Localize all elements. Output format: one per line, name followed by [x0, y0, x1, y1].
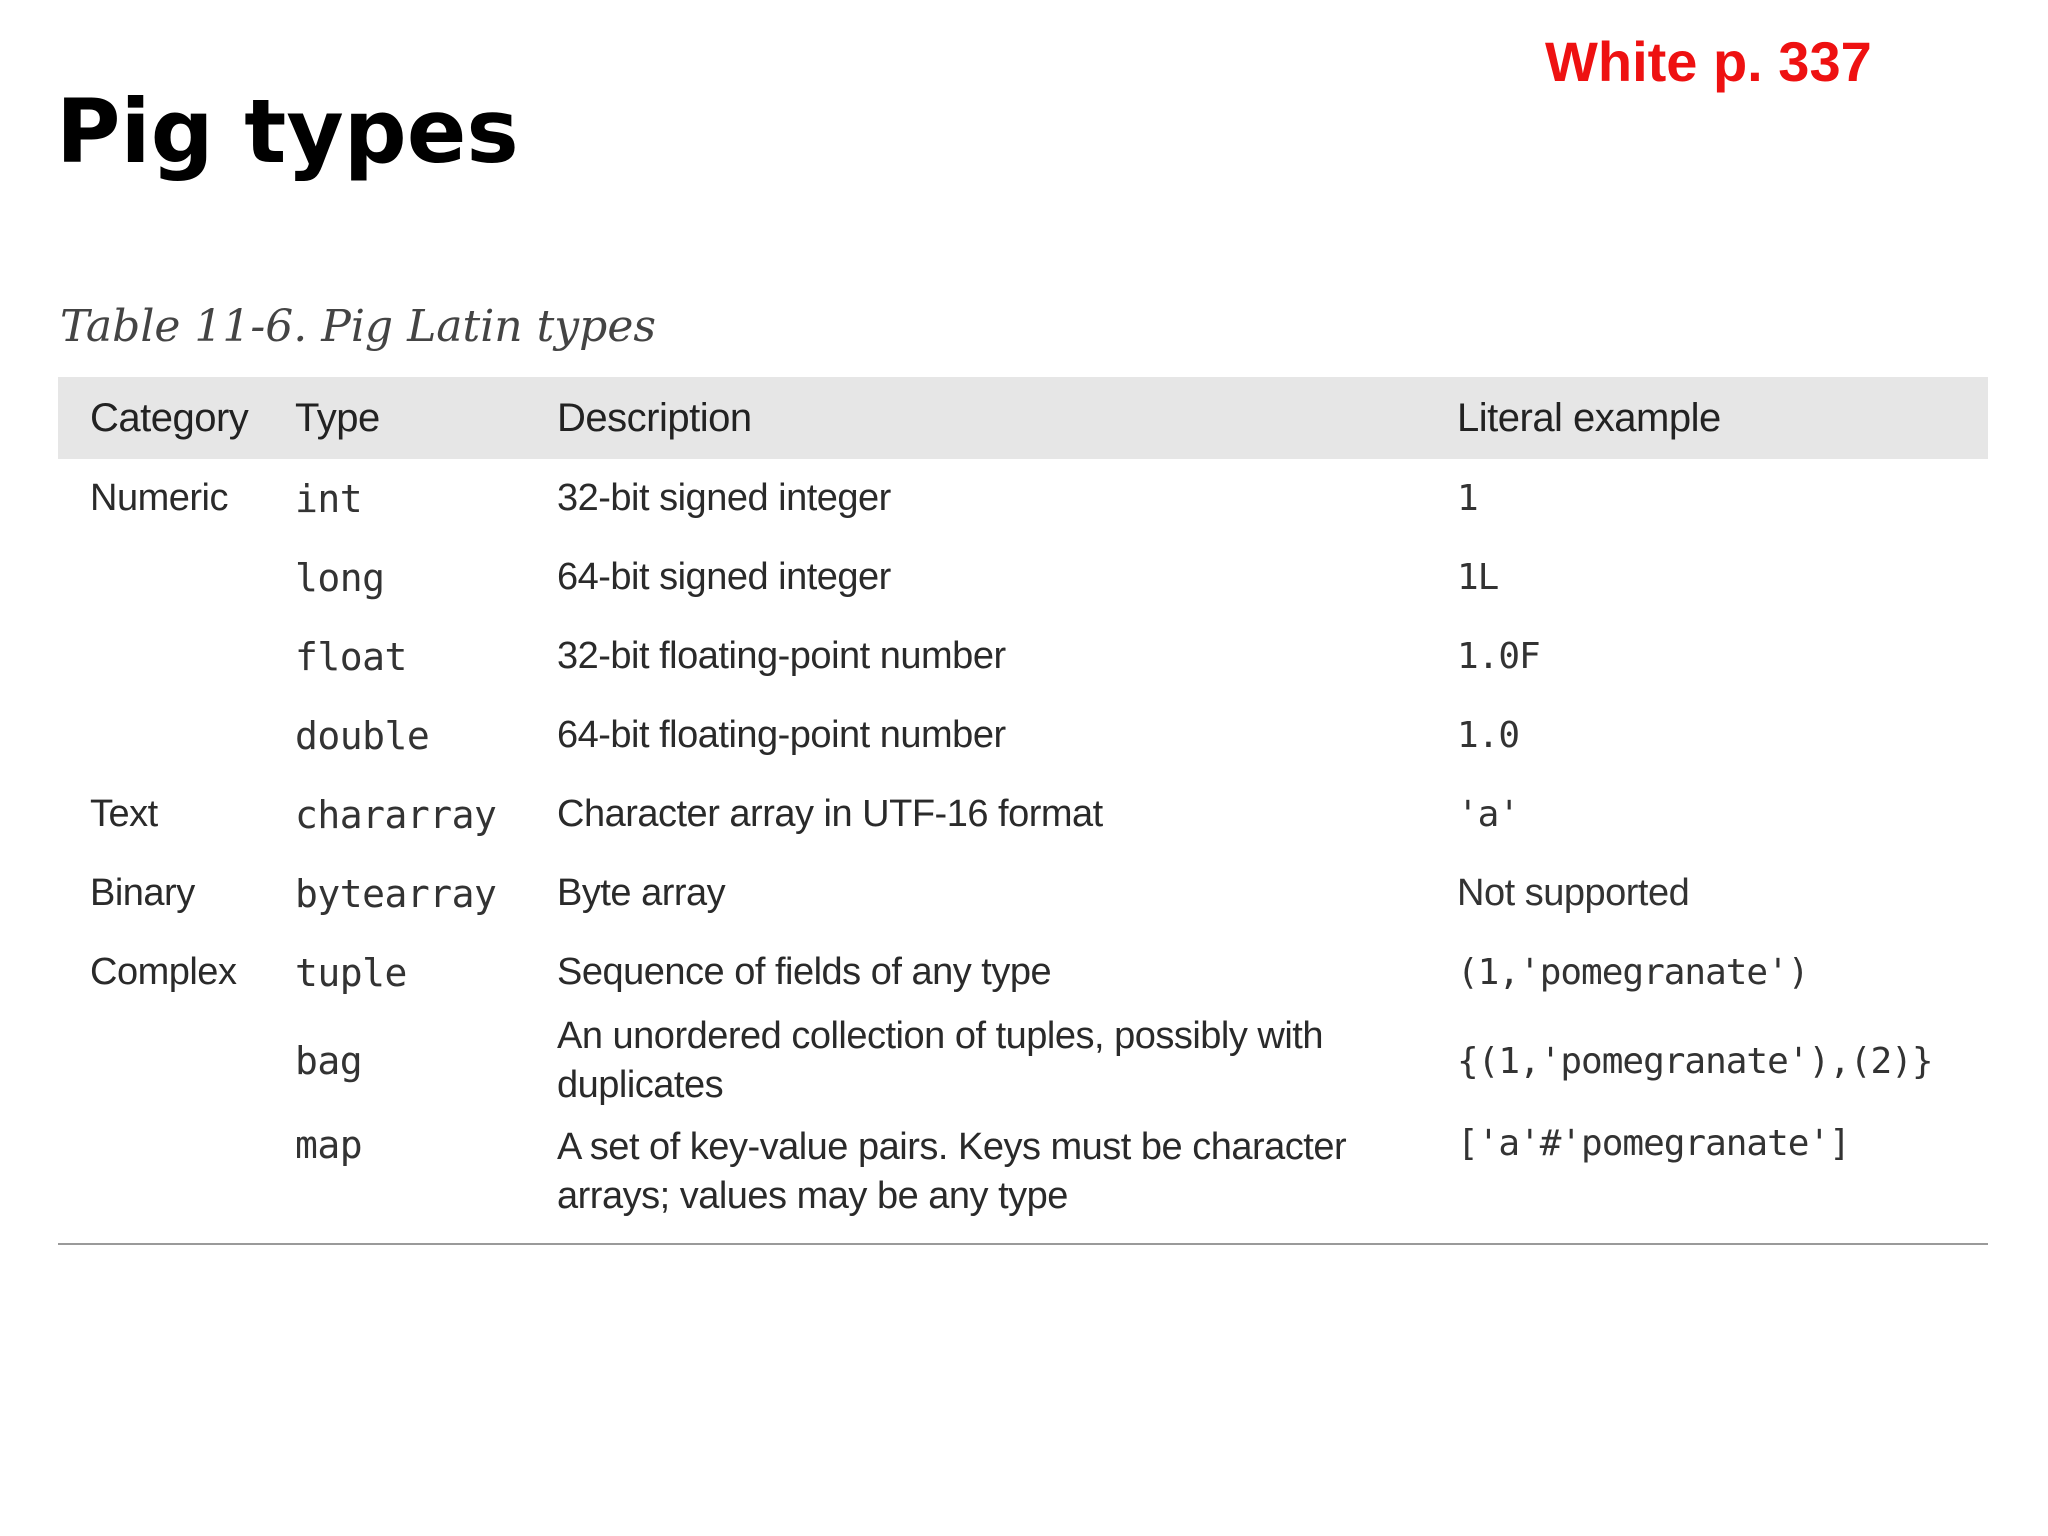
table-row	[58, 1111, 1988, 1241]
cell-type: tuple	[295, 950, 407, 995]
table-bottom-rule	[58, 1243, 1988, 1245]
cell-category: Text	[90, 793, 158, 835]
table-caption: Table 11-6. Pig Latin types	[60, 301, 656, 352]
cell-literal: {(1,'pomegranate'),(2)}	[1457, 1040, 1933, 1082]
table-row	[58, 775, 1988, 854]
cell-literal: Not supported	[1457, 872, 1690, 914]
cell-literal: 1	[1457, 478, 1478, 519]
cell-type: double	[295, 713, 430, 758]
types-table	[58, 377, 1988, 1241]
table-row	[58, 933, 1988, 1012]
cell-category	[58, 1012, 263, 1111]
cell-category: Binary	[90, 872, 195, 914]
table-row	[58, 854, 1988, 933]
pig-types-table	[58, 377, 1988, 1245]
table-row	[58, 617, 1988, 696]
cell-category: Numeric	[90, 477, 228, 519]
cell-description: 32-bit floating-point number	[557, 634, 1006, 677]
cell-type: chararray	[295, 792, 497, 837]
cell-description: An unordered collection of tuples, possibly with duplicates	[557, 1015, 1324, 1107]
header-literal-example: Literal example	[1457, 395, 1721, 440]
table-row	[58, 459, 1988, 538]
cell-type: float	[295, 634, 407, 679]
table-row	[58, 1012, 1988, 1111]
cell-literal: ['a'#'pomegranate']	[1457, 1122, 1850, 1164]
cell-category	[58, 538, 263, 617]
cell-category	[58, 696, 263, 775]
cell-type: long	[295, 555, 385, 600]
header-type: Type	[295, 395, 380, 440]
cell-literal: (1,'pomegranate')	[1457, 952, 1809, 993]
cell-type: int	[295, 476, 363, 521]
cell-literal: 1.0F	[1457, 636, 1540, 677]
cell-literal: 1.0	[1457, 715, 1520, 756]
header-category: Category	[90, 395, 249, 440]
cell-description: 64-bit signed integer	[557, 555, 891, 598]
cell-description: Sequence of fields of any type	[557, 950, 1052, 993]
table-row	[58, 538, 1988, 617]
slide-title: Pig types	[56, 80, 519, 183]
cell-literal: 'a'	[1457, 794, 1520, 835]
cell-description: A set of key-value pairs. Keys must be character arrays; values may be any type	[557, 1125, 1347, 1218]
cell-category	[58, 617, 263, 696]
cell-description: Character array in UTF-16 format	[557, 792, 1103, 835]
source-reference: White p. 337	[1545, 30, 1872, 93]
table-header-row	[58, 377, 1988, 459]
cell-literal: 1L	[1457, 557, 1499, 598]
table-row	[58, 696, 1988, 775]
cell-category: Complex	[90, 951, 237, 993]
cell-type: bag	[295, 1039, 363, 1084]
cell-category	[58, 1111, 263, 1241]
cell-type: bytearray	[295, 871, 497, 916]
cell-description: Byte array	[557, 871, 726, 914]
cell-description: 32-bit signed integer	[557, 476, 891, 519]
cell-type: map	[295, 1122, 363, 1167]
header-description: Description	[557, 395, 752, 440]
cell-description: 64-bit floating-point number	[557, 713, 1006, 756]
